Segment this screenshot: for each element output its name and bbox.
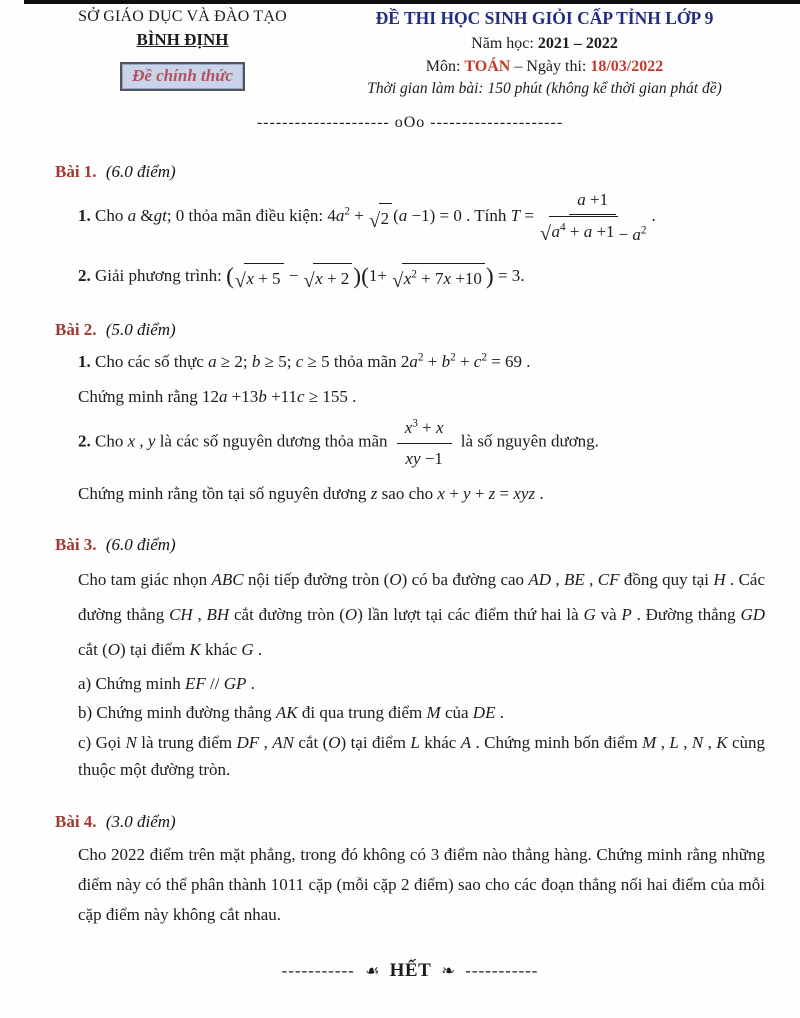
math-run: (a −1) = 0 — [393, 206, 462, 226]
duration-value: 150 phút — [487, 79, 543, 97]
radicand: $x^2 + 7x +10$ — [402, 263, 485, 292]
text-run: của — [440, 703, 473, 723]
text-run: khác — [200, 639, 242, 659]
scan-edge-bar — [24, 0, 800, 4]
fraction — [397, 414, 452, 471]
text-run: . — [535, 483, 544, 503]
province-name: BÌNH ĐỊNH — [136, 30, 229, 49]
math-run: AD — [528, 570, 552, 589]
subject-label: Môn: — [425, 57, 461, 75]
text-run: , — [192, 604, 207, 624]
math-run: (O) — [322, 732, 347, 752]
fraction-numerator — [397, 414, 452, 443]
math-run: M — [642, 732, 657, 752]
text-run: và — [595, 604, 622, 624]
fraction-numerator — [569, 186, 616, 215]
text-run: . — [495, 703, 504, 723]
text-run: , — [259, 732, 273, 752]
math-run: L — [410, 732, 420, 752]
math-run: $2a^2 + b^2 + c^2 = 69$ — [400, 351, 523, 372]
text-run: , — [584, 570, 598, 589]
text-run: sao cho — [377, 483, 438, 503]
math-run: G — [583, 604, 596, 624]
math-run: DF — [236, 732, 260, 752]
text-run: . — [520, 266, 525, 286]
exam-title: ĐỀ THI HỌC SINH GIỎI CẤP TỈNH LỚP 9 — [375, 8, 714, 28]
math-run: 12a +13b +11c ≥ 155 — [201, 387, 348, 407]
text-run: . — [347, 387, 357, 407]
math-run: GD — [740, 604, 766, 624]
radical-sign-icon: √ — [303, 270, 315, 292]
math-run: − $a^2$ — [618, 224, 647, 245]
problem-3 — [55, 535, 765, 784]
problem-2-heading — [55, 320, 765, 340]
radicand: x + 2 — [313, 263, 352, 292]
problem-2-points: (5.0 điểm) — [105, 320, 176, 340]
radical-sign-icon: √ — [369, 209, 381, 232]
text-run: cắt đường tròn — [229, 604, 340, 624]
text-run: đi qua trung điểm — [297, 703, 427, 723]
text-run: , — [551, 570, 565, 589]
exam-info — [310, 8, 765, 98]
radicand: $a^4 + a +1$ — [549, 216, 617, 245]
math-run: H — [713, 570, 726, 589]
school-year-line — [324, 35, 765, 53]
problem-line — [78, 729, 765, 784]
problem-line — [78, 480, 765, 507]
duration-line — [324, 80, 765, 98]
text-run: 1. — [78, 206, 95, 226]
radical — [369, 203, 392, 232]
problem-1 — [55, 162, 765, 292]
duration-note: (không kể thời gian phát đề) — [546, 79, 722, 97]
math-run: − — [284, 266, 303, 286]
problem-line — [78, 670, 765, 698]
problem-line — [78, 186, 765, 249]
text-run: . Các đường thẳng — [78, 570, 765, 624]
end-dashes-right: ----------- — [465, 961, 539, 981]
department-name: SỞ GIÁO DỤC VÀ ĐÀO TẠO — [78, 8, 287, 25]
text-run: . — [651, 206, 656, 226]
math-run: x , y — [127, 432, 156, 452]
problem-line — [78, 262, 765, 292]
math-run: K — [189, 639, 201, 659]
text-run: là trung điểm — [136, 732, 237, 752]
math-run: L — [669, 732, 679, 752]
math-run: x + y + z = xyz — [437, 483, 536, 503]
math-run: CH — [169, 604, 193, 624]
problem-1-label: Bài 1. — [55, 161, 97, 181]
radical — [540, 216, 618, 245]
problem-4-body — [78, 840, 765, 931]
math-run: N — [125, 732, 137, 752]
math-run: BH — [206, 604, 230, 624]
radical — [235, 263, 284, 292]
text-run: b) Chứng minh đường thẳng — [78, 703, 276, 723]
math-run: EF // GP — [184, 673, 247, 693]
text-run: là số nguyên dương. — [456, 432, 599, 452]
math-run: G — [241, 639, 254, 659]
section-divider: --------------------- oOo --------------------- — [256, 113, 564, 131]
subject-date-line — [324, 58, 765, 76]
math-run: M — [426, 703, 441, 723]
math-run: DE — [472, 703, 496, 723]
problem-2-label: Bài 2. — [55, 320, 97, 340]
fraction — [539, 186, 647, 249]
text-run: c) Gọi — [78, 732, 126, 752]
text-run: Cho — [95, 432, 128, 452]
math-run: (O) — [339, 604, 363, 624]
math-run: ) — [353, 263, 362, 290]
school-year-value: 2021 – 2022 — [537, 34, 618, 52]
text-run: . Tính — [461, 206, 511, 226]
text-run: cắt — [78, 639, 103, 659]
text-run: lần lượt tại các điểm thứ hai là — [362, 604, 584, 624]
text-run: cắt — [293, 732, 323, 752]
school-year-label: Năm học: — [471, 34, 534, 52]
text-run: . — [253, 639, 263, 659]
text-run: khác — [419, 732, 461, 752]
official-exam-stamp: Đề chính thức — [120, 62, 245, 91]
problem-3-label: Bài 3. — [55, 535, 97, 554]
math-run: AN — [272, 732, 294, 752]
problem-3-body — [78, 563, 765, 784]
math-run: N — [691, 732, 704, 752]
math-run: A — [460, 732, 472, 752]
math-run: a ≥ 2; b ≥ 5; c ≥ 5 — [208, 352, 330, 372]
exam-date-label: – Ngày thi: — [514, 57, 587, 75]
math-run: CF — [597, 570, 620, 589]
problem-line — [78, 414, 765, 471]
math-run: a +1 — [577, 189, 609, 209]
problem-2 — [55, 320, 765, 507]
text-run: Cho 2022 điểm trên mặt phẳng, trong đó không có 3 điểm nào thẳng hàng. Chứng minh rằng những điểm này có thể phân thành 1011 cặp (mỗi cặp 2 điểm) sao cho các đoạn thẳng nối hai điểm của mỗi cặp điểm này không cắt nhau. — [78, 844, 765, 925]
text-run: có ba đường cao — [407, 570, 529, 589]
math-run: (O) — [383, 570, 408, 589]
problem-3-heading — [55, 535, 765, 555]
issuing-authority — [55, 8, 310, 91]
text-run: 2. — [78, 266, 95, 286]
duration-label: Thời gian làm bài: — [367, 79, 484, 97]
radical — [392, 263, 485, 292]
math-run: ) — [485, 263, 494, 290]
math-run: ( — [361, 263, 369, 290]
problem-line — [78, 563, 765, 668]
math-run: ( — [226, 263, 234, 290]
radical-sign-icon: √ — [539, 223, 551, 246]
text-run: là các số nguyên dương thỏa mãn — [155, 432, 392, 452]
text-run: Chứng minh rằng tồn tại số nguyên dương — [78, 483, 371, 503]
radical — [304, 263, 353, 292]
radical-sign-icon: √ — [392, 270, 404, 292]
text-run: . Chứng minh bốn điểm — [471, 732, 643, 752]
math-run: a &gt; 0 — [127, 206, 185, 226]
problem-line — [78, 699, 765, 727]
text-run: , — [703, 732, 717, 752]
math-run: = 3 — [493, 266, 521, 286]
text-run: 2. — [78, 432, 95, 452]
problem-line — [78, 840, 765, 931]
exam-header — [55, 8, 765, 98]
text-run: Cho các số thực — [95, 352, 209, 372]
problems — [55, 162, 765, 931]
text-run: a) Chứng minh — [78, 673, 185, 693]
problem-4-heading — [55, 812, 765, 832]
math-run: K — [716, 732, 728, 752]
text-run: thỏa mãn điều kiện: — [184, 206, 328, 226]
text-run: thỏa mãn — [329, 352, 401, 372]
text-run: Cho tam giác nhọn — [78, 570, 212, 589]
math-run: P — [621, 604, 632, 624]
problem-1-points: (6.0 điểm) — [105, 161, 176, 181]
exam-date-value: 18/03/2022 — [590, 57, 664, 75]
math-run: (O) — [102, 639, 126, 659]
text-run: , — [678, 732, 692, 752]
text-run: . — [522, 352, 531, 372]
problem-2-body — [78, 348, 765, 507]
text-run: nội tiếp đường tròn — [243, 570, 384, 589]
subject-value: TOÁN — [464, 57, 511, 75]
text-run: Cho — [95, 206, 128, 226]
problem-4 — [55, 812, 765, 931]
math-run: $x^3 + x$ — [404, 417, 444, 438]
text-run: đồng quy tại — [619, 570, 714, 589]
math-run: ABC — [211, 570, 244, 589]
end-of-exam-line — [55, 960, 765, 982]
fraction-denominator — [405, 444, 442, 472]
math-run: 1+ — [368, 266, 392, 286]
fraction-denominator — [539, 215, 647, 248]
text-run: Chứng minh rằng — [78, 387, 202, 407]
text-run: cùng thuộc một đường tròn. — [78, 732, 766, 780]
math-run: $4a^2$ + — [327, 205, 369, 226]
end-label: HẾT — [389, 960, 432, 982]
problem-3-points: (6.0 điểm) — [105, 535, 176, 554]
radicand: 2 — [379, 203, 393, 232]
math-run: xy −1 — [405, 448, 443, 468]
radical-sign-icon: √ — [234, 270, 246, 292]
math-run: BE — [564, 570, 585, 589]
text-run: . Đường thẳng — [631, 604, 741, 624]
problem-4-points: (3.0 điểm) — [105, 811, 176, 831]
text-run: , — [656, 732, 670, 752]
text-run: tại điểm — [346, 732, 411, 752]
math-run: z — [370, 483, 378, 503]
math-run: T = — [510, 206, 534, 226]
problem-1-heading — [55, 162, 765, 182]
text-run: 1. — [78, 352, 95, 372]
floral-ornament-right-icon: ❧ — [441, 963, 455, 981]
text-run: Giải phương trình: — [95, 266, 227, 286]
radicand: x + 5 — [244, 263, 283, 292]
text-run: tại điểm — [125, 639, 190, 659]
floral-ornament-left-icon: ☙ — [365, 963, 380, 981]
math-run: AK — [275, 703, 298, 723]
problem-4-label: Bài 4. — [55, 811, 97, 831]
end-dashes-left: ----------- — [281, 961, 355, 981]
problem-line — [78, 383, 765, 410]
problem-1-body — [78, 186, 765, 292]
problem-line — [78, 348, 765, 375]
text-run: . — [246, 673, 255, 693]
